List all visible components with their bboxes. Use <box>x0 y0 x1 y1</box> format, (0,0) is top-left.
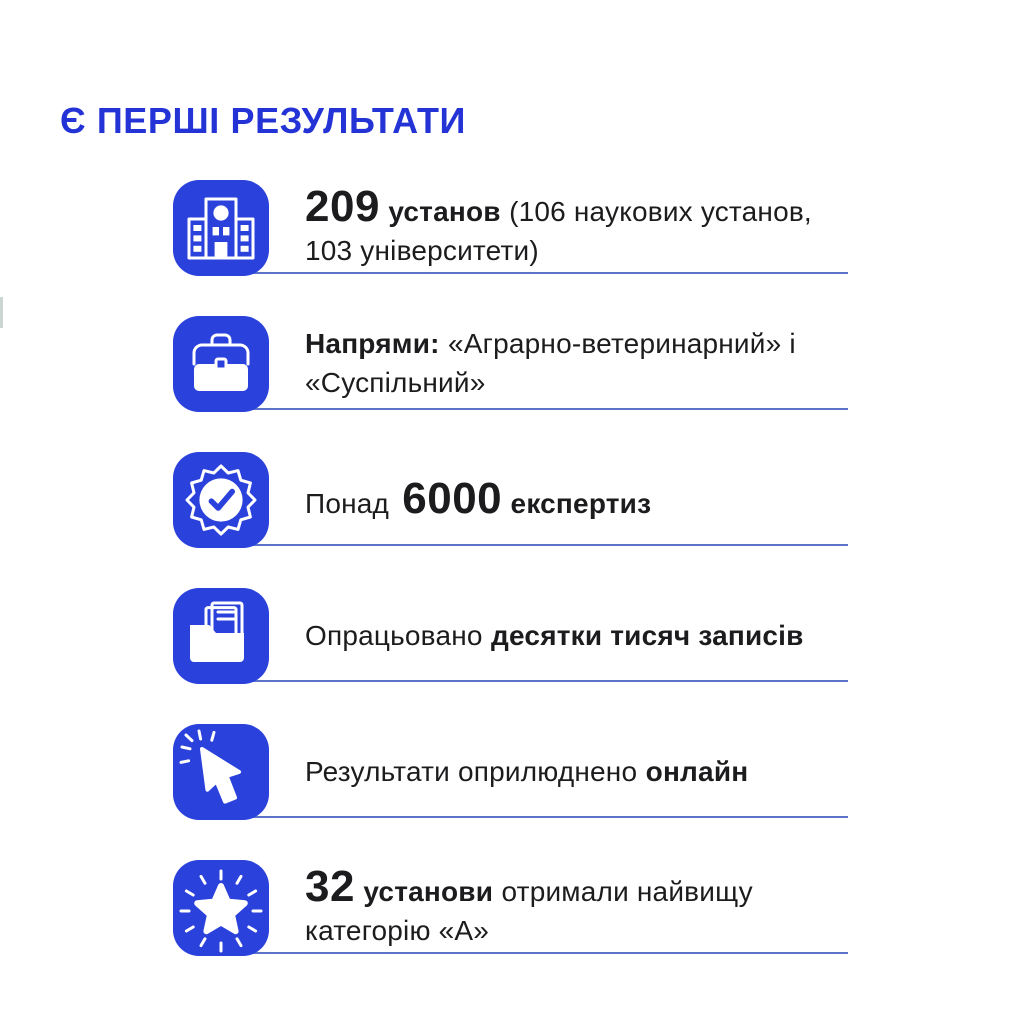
row-text <box>305 862 765 950</box>
cursor-click-icon <box>173 724 269 820</box>
stat-list <box>173 180 848 996</box>
stat-text: десятки тисяч записів <box>491 619 804 651</box>
row-divider <box>245 680 848 682</box>
stat-text: установ <box>388 196 501 228</box>
folder-documents-icon <box>173 588 269 684</box>
stat-text: «Аграрно-ветеринарний» і «Суспільний» <box>305 328 796 398</box>
row-text <box>305 325 848 402</box>
stat-number: 209 <box>305 182 380 232</box>
row-divider <box>245 408 848 410</box>
row-text <box>305 182 848 270</box>
row-divider <box>245 544 848 546</box>
stat-number: 32 <box>305 862 355 912</box>
stat-text: отримали найвищу категорію «А» <box>305 876 753 946</box>
stat-text: Понад <box>305 487 390 519</box>
stat-text: установи <box>363 876 494 908</box>
star-rays-icon <box>173 860 269 956</box>
stat-text: Опрацьовано <box>305 619 483 651</box>
row-text <box>305 473 652 524</box>
stat-row-category-a <box>173 860 848 956</box>
stat-row-directions <box>173 316 848 412</box>
stat-number: 6000 <box>402 473 503 523</box>
certificate-badge-icon <box>173 452 269 548</box>
stat-row-expert-reviews <box>173 452 848 548</box>
row-text <box>305 753 748 792</box>
row-divider <box>245 816 848 818</box>
row-text <box>305 617 804 656</box>
row-divider <box>245 272 848 274</box>
briefcase-icon <box>173 316 269 412</box>
stat-text: Результати оприлюднено <box>305 755 638 787</box>
stat-row-online <box>173 724 848 820</box>
stat-row-records <box>173 588 848 684</box>
page-title: Є ПЕРШІ РЕЗУЛЬТАТИ <box>60 100 467 142</box>
university-building-icon <box>173 180 269 276</box>
stat-text: експертиз <box>510 487 652 519</box>
edge-artifact <box>0 297 3 328</box>
stat-text: онлайн <box>645 755 749 787</box>
row-divider <box>245 952 848 954</box>
stat-text: Напрями: <box>305 328 440 360</box>
stat-row-institutions <box>173 180 848 276</box>
stat-text: (106 наукових установ, 103 університети) <box>305 196 812 266</box>
